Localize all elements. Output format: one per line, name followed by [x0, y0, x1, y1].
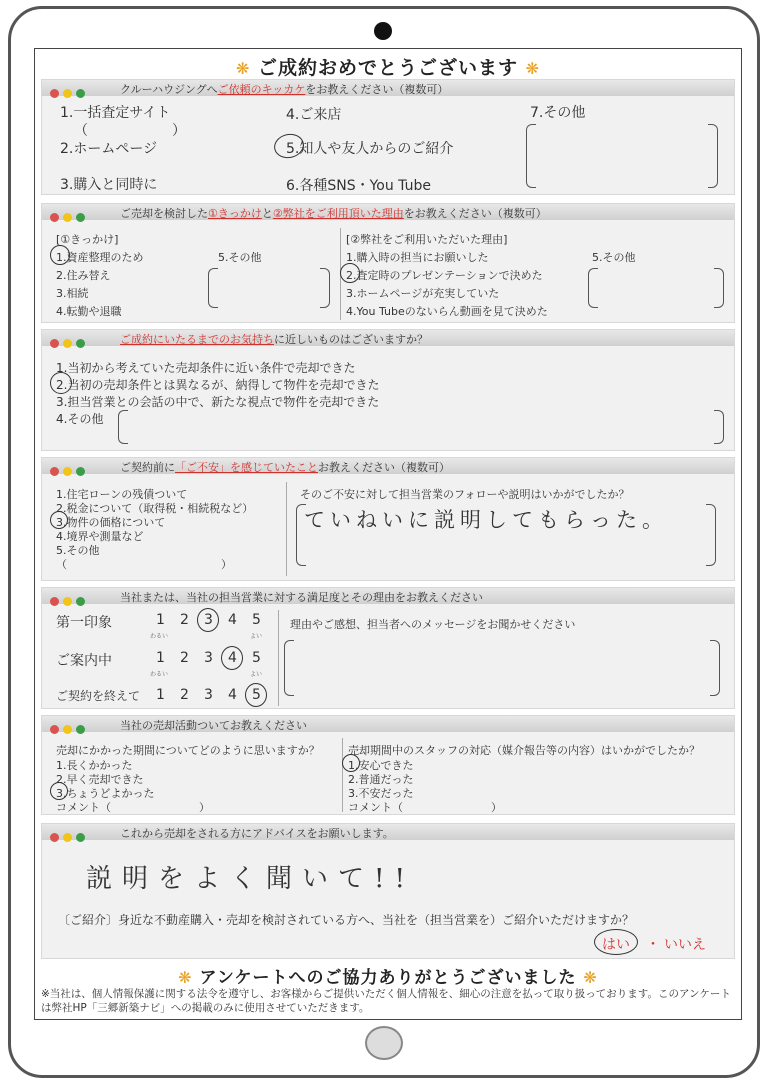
option: 1.一括査定サイト: [60, 105, 171, 121]
flower-icon: ❋: [178, 968, 193, 987]
section-bar: [42, 716, 734, 732]
scale-2: 2: [180, 612, 189, 628]
option-selected: 2.当初の売却条件とは異なるが、納得して物件を売却できた: [56, 378, 380, 392]
scale-5-selected: 5: [252, 687, 261, 703]
section-q2: [41, 203, 735, 323]
referral-no: いいえ: [664, 937, 706, 953]
window-dots: [50, 591, 89, 610]
comment-field: コメント（ ）: [348, 801, 502, 814]
closing-header: [35, 963, 741, 988]
home-button[interactable]: [365, 1026, 403, 1060]
answer-circle: [245, 683, 267, 707]
option: 3.購入と同時に: [60, 177, 158, 193]
option: 5.その他: [218, 251, 262, 264]
window-dots: [50, 827, 89, 846]
window-dots: [50, 207, 89, 226]
answer-circle: [197, 608, 219, 632]
option: 4.You Tubeのないらん動画を見て決めた: [346, 305, 548, 318]
option: 4.境界や測量など: [56, 530, 144, 543]
option-selected: 3.物件の価格について: [56, 516, 166, 529]
scale-3: 3: [204, 650, 213, 666]
section-bar: [42, 204, 734, 220]
question-text: 売却にかかった期間についてどのように思いますか？: [56, 744, 320, 757]
scale-good-label: よい: [250, 633, 263, 640]
divider: [278, 610, 279, 706]
answer-circle: [342, 754, 360, 772]
referral-yes-selected: はい: [602, 937, 630, 953]
window-dots: [50, 333, 89, 352]
camera-dot: [374, 22, 392, 40]
comment-field: コメント（ ）: [56, 801, 210, 814]
bracket: [284, 640, 294, 696]
section-heading: ご契約前に「ご不安」を感じていたことお教えください（複数可）: [120, 461, 450, 474]
bracket: [714, 268, 724, 308]
answer-circle: [50, 245, 70, 265]
question-text: 売却期間中のスタッフの対応（媒介報告等の内容）はいかがでしたか？: [348, 744, 700, 757]
option-selected: 2.査定時のプレゼンテーションで決めた: [346, 269, 543, 282]
section-q3: [41, 329, 735, 451]
section-bar: [42, 588, 734, 604]
option: 3.相続: [56, 287, 89, 300]
flower-icon: ❋: [525, 59, 541, 78]
section-bar: [42, 330, 734, 346]
scale-3: 3: [204, 687, 213, 703]
option: 2.税金について（取得税・相続税など）: [56, 502, 254, 515]
rating-label: ご契約を終えて: [56, 689, 141, 703]
bracket: [708, 124, 718, 188]
title-header: [35, 53, 741, 80]
survey-sheet: [34, 48, 742, 1020]
scale-5: 5: [252, 612, 261, 628]
flower-icon: ❋: [583, 968, 598, 987]
option: 2.早く売却できた: [56, 773, 144, 786]
subheading: [②弊社をご利用いただいた理由]: [346, 233, 508, 246]
question-text: そのご不安に対して担当営業のフォローや説明はいかがでしたか？: [300, 488, 630, 501]
option-selected: 1.資産整理のため: [56, 251, 144, 264]
section-q5: [41, 587, 735, 709]
handwritten-advice: 説明をよく聞いて!!: [86, 864, 415, 894]
option-blank: （ ）: [56, 558, 232, 571]
option: 5.その他: [592, 251, 636, 264]
scale-5: 5: [252, 650, 261, 666]
option: 3.担当営業との会話の中で、新たな視点で物件を売却できた: [56, 395, 380, 409]
option-selected: 3.ちょうどよかった: [56, 787, 155, 800]
rating-label: ご案内中: [56, 653, 112, 669]
option-selected: 1.安心できた: [348, 759, 414, 772]
page-title: ご成約おめでとうございます: [257, 57, 518, 79]
answer-circle: [50, 511, 68, 529]
option: 5.その他: [56, 544, 100, 557]
scale-4-selected: 4: [228, 650, 237, 666]
window-dots: [50, 461, 89, 480]
option: 2.普通だった: [348, 773, 414, 786]
section-bar: [42, 458, 734, 474]
section-q1: [41, 79, 735, 195]
window-dots: [50, 83, 89, 102]
option: 2.ホームページ: [60, 141, 158, 157]
bracket: [706, 504, 716, 566]
referral-sep: ・: [646, 937, 660, 953]
option: 2.住み替え: [56, 269, 111, 282]
section-bar: [42, 824, 734, 840]
section-bar: [42, 80, 734, 96]
rating-label: 第一印象: [56, 615, 112, 631]
bracket: [714, 410, 724, 444]
section-heading: 当社の売却活動ついてお教えください: [120, 719, 307, 732]
option: 1.当初から考えていた売却条件に近い条件で売却できた: [56, 361, 356, 375]
scale-2: 2: [180, 687, 189, 703]
flower-icon: ❋: [235, 59, 251, 78]
section-heading: これから売却をされる方にアドバイスをお願いします。: [120, 827, 394, 840]
section-q7: [41, 823, 735, 959]
option-selected: 5.知人や友人からのご紹介: [286, 141, 454, 157]
option: 4.ご来店: [286, 107, 342, 123]
option: 3.不安だった: [348, 787, 414, 800]
option: 7.その他: [530, 105, 586, 121]
scale-4: 4: [228, 612, 237, 628]
footnote: ※当社は、個人情報保護に関する法令を遵守し、お客様からご提供いただく個人情報を、細心の注意を払って取り扱っております。このアンケートは弊社HP「三郷新築ナビ」への掲載のみに使用させていただきます。: [41, 988, 731, 1014]
answer-circle: [594, 929, 638, 955]
bracket: [710, 640, 720, 696]
answer-circle: [221, 646, 243, 670]
option-blank: （ ）: [74, 123, 186, 139]
divider: [286, 482, 287, 576]
bracket: [526, 124, 536, 188]
answer-circle: [340, 263, 360, 283]
scale-bad-label: わるい: [150, 633, 169, 640]
section-heading: 当社または、当社の担当営業に対する満足度とその理由をお教えください: [120, 591, 483, 604]
window-dots: [50, 719, 89, 738]
divider: [342, 738, 343, 812]
section-q6: [41, 715, 735, 815]
option: 1.住宅ローンの残債ついて: [56, 488, 188, 501]
section-heading: ご売却を検討した①きっかけと②弊社をご利用頂いた理由をお教えください（複数可）: [120, 207, 547, 220]
referral-question: 〔ご紹介〕身近な不動産購入・売却を検討されている方へ、当社を（担当営業を）ご紹介いただけますか？: [58, 913, 635, 927]
option: 4.転勤や退職: [56, 305, 122, 318]
scale-1: 1: [156, 650, 165, 666]
scale-bad-label: わるい: [150, 671, 169, 678]
option: 1.購入時の担当にお願いした: [346, 251, 489, 264]
answer-circle: [50, 372, 72, 394]
answer-circle: [50, 782, 68, 800]
closing-message: アンケートへのご協力ありがとうございました: [199, 968, 577, 988]
bracket: [208, 268, 218, 308]
scale-3-selected: 3: [204, 612, 213, 628]
bracket: [588, 268, 598, 308]
section-heading: クルーハウジングへご依頼のキッカケをお教えください（複数可）: [120, 83, 449, 96]
scale-4: 4: [228, 687, 237, 703]
option: 3.ホームページが充実していた: [346, 287, 500, 300]
option: 6.各種SNS・You Tube: [286, 178, 431, 194]
bracket: [118, 410, 128, 444]
handwritten-answer: ていねいに説明してもらった。: [304, 508, 668, 532]
scale-1: 1: [156, 687, 165, 703]
message-label: 理由やご感想、担当者へのメッセージをお聞かせください: [290, 618, 576, 631]
subheading: [①きっかけ]: [56, 233, 119, 246]
option: 1.長くかかった: [56, 759, 133, 772]
bracket: [320, 268, 330, 308]
section-q4: [41, 457, 735, 581]
scale-2: 2: [180, 650, 189, 666]
option: 4.その他: [56, 412, 104, 426]
section-heading: ご成約にいたるまでのお気持ちに近しいものはございますか？: [120, 333, 428, 346]
scale-good-label: よい: [250, 671, 263, 678]
scale-1: 1: [156, 612, 165, 628]
